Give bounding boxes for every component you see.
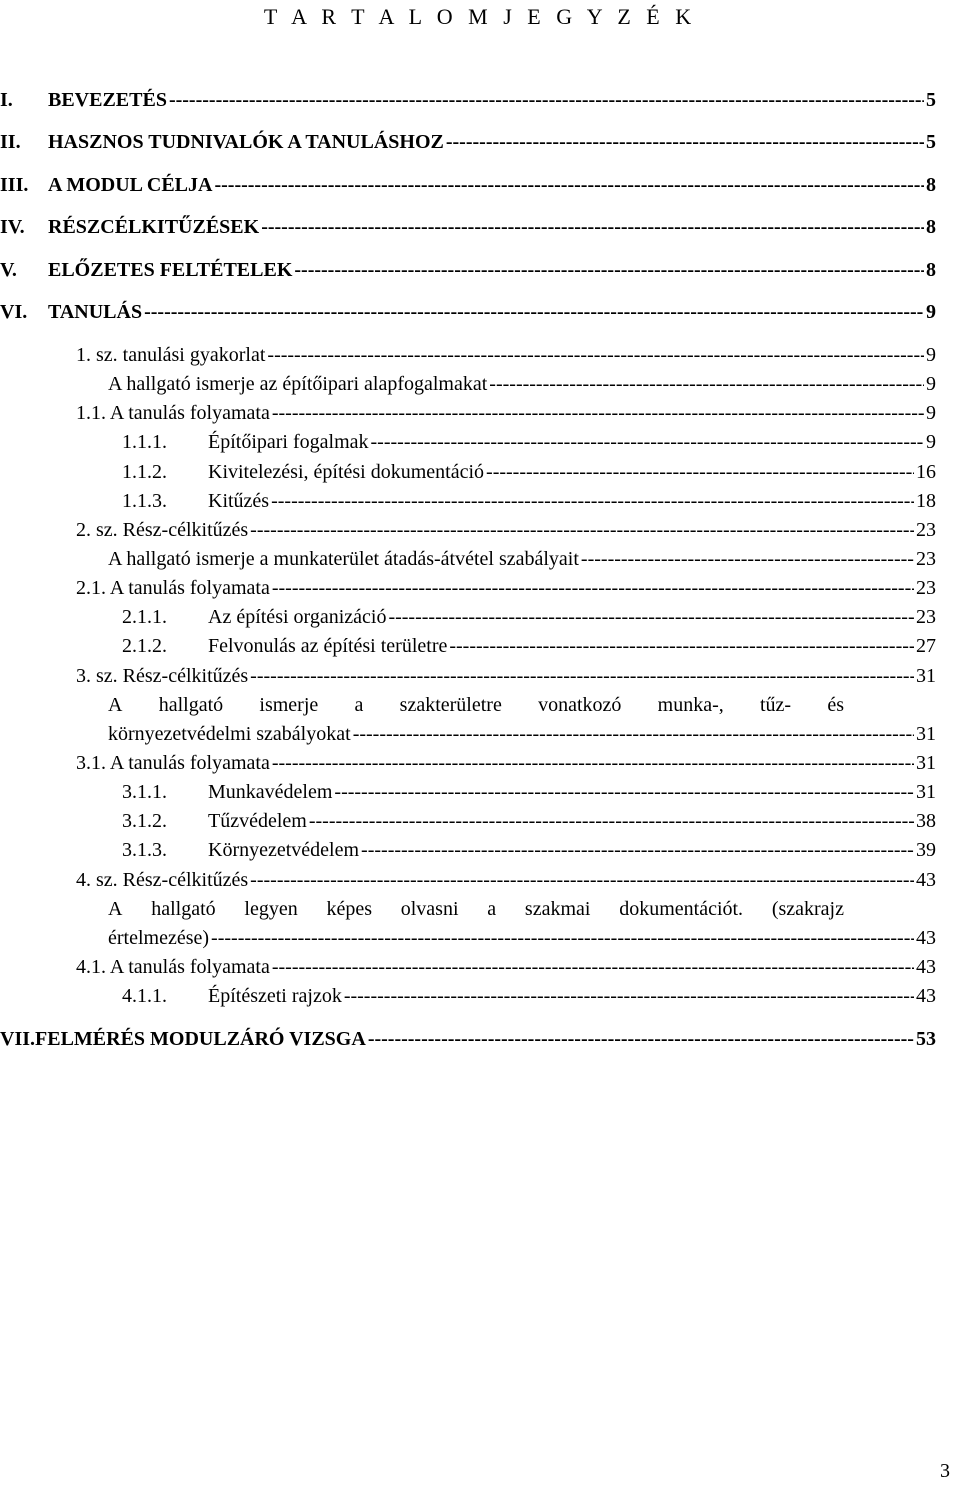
toc-entry-major[interactable]	[0, 1025, 936, 1053]
toc-entry-number: 3.1.2.	[122, 810, 167, 832]
toc-entry[interactable]	[76, 516, 936, 544]
toc-entry-wrapped-line[interactable]	[108, 691, 844, 719]
toc-entry-page: 31	[916, 665, 936, 687]
toc-entry[interactable]	[122, 487, 936, 515]
dot-leader	[211, 924, 914, 952]
toc-entry-page: 38	[916, 810, 936, 832]
dot-leader	[272, 574, 914, 602]
toc-entry-label: BEVEZETÉS	[48, 89, 167, 111]
dot-leader	[344, 982, 914, 1010]
toc-entry-wrapped-line[interactable]	[108, 895, 844, 923]
word: szakmai	[524, 898, 591, 920]
toc-entry-page: 16	[916, 461, 936, 483]
toc-entry-number: 1.1.3.	[122, 490, 167, 512]
toc-entry-label: Az építési organizáció	[208, 606, 387, 628]
toc-entry-page: 43	[916, 927, 936, 949]
toc-entry[interactable]	[108, 370, 936, 398]
word: és	[827, 694, 844, 716]
toc-entry-page: 9	[926, 431, 936, 453]
toc-entry-page: 39	[916, 839, 936, 861]
toc-entry-page: 9	[926, 301, 936, 323]
toc-entry-label: Építőipari fogalmak	[208, 431, 369, 453]
toc-entry-major[interactable]	[0, 213, 936, 241]
toc-entry-label: A MODUL CÉLJA	[48, 174, 213, 196]
toc-entry-page: 23	[916, 548, 936, 570]
toc-entry-major[interactable]	[0, 256, 936, 284]
word: szakterületre	[399, 694, 502, 716]
toc-entry-label: A hallgató ismerje a munkaterület átadás-átvétel szabályait	[108, 548, 579, 570]
dot-leader	[144, 298, 924, 326]
toc-entry-label: HASZNOS TUDNIVALÓK A TANULÁSHOZ	[48, 131, 444, 153]
toc-entry-page: 23	[916, 519, 936, 541]
dot-leader	[581, 545, 914, 573]
word: munka-,	[657, 694, 724, 716]
dot-leader	[489, 370, 924, 398]
toc-entry[interactable]	[76, 341, 936, 369]
dot-leader	[271, 487, 914, 515]
toc-entry-page: 31	[916, 723, 936, 745]
dot-leader	[261, 213, 924, 241]
toc-entry-number: II.	[0, 131, 21, 153]
word: A	[108, 694, 123, 716]
toc-entry-page: 8	[926, 216, 936, 238]
toc-entry-label: 3.1. A tanulás folyamata	[76, 752, 270, 774]
toc-entry-page: 43	[916, 956, 936, 978]
toc-entry[interactable]	[122, 807, 936, 835]
toc-entry-page: 31	[916, 781, 936, 803]
toc-entry[interactable]	[76, 953, 936, 981]
toc-entry[interactable]	[122, 836, 936, 864]
toc-entry[interactable]	[76, 662, 936, 690]
toc-entry-number: 1.1.1.	[122, 431, 167, 453]
toc-entry-page: 27	[916, 635, 936, 657]
toc-entry-page: 5	[926, 89, 936, 111]
dot-leader	[449, 632, 914, 660]
dot-leader	[353, 720, 914, 748]
toc-entry-page: 53	[916, 1028, 936, 1050]
toc-entry-page: 43	[916, 985, 936, 1007]
dot-leader	[388, 603, 914, 631]
toc-entry-label: Építészeti rajzok	[208, 985, 342, 1007]
toc-entry-label: 4.1. A tanulás folyamata	[76, 956, 270, 978]
word: A	[108, 898, 123, 920]
toc-entry-number: 2.1.1.	[122, 606, 167, 628]
word: vonatkozó	[538, 694, 622, 716]
dot-leader	[486, 458, 914, 486]
toc-entry-number: 2.1.2.	[122, 635, 167, 657]
toc-entry-label: 2. sz. Rész-célkitűzés	[76, 519, 249, 541]
word: ismerje	[259, 694, 319, 716]
word: dokumentációt.	[619, 898, 744, 920]
toc-entry-label: 3. sz. Rész-célkitűzés	[76, 665, 249, 687]
toc-entry-major[interactable]	[0, 171, 936, 199]
toc-entry-page: 9	[926, 402, 936, 424]
dot-leader	[368, 1025, 914, 1053]
toc-entry-number: IV.	[0, 216, 25, 238]
toc-entry[interactable]	[122, 458, 936, 486]
toc-entry-number: III.	[0, 174, 29, 196]
toc-entry-number: 3.1.3.	[122, 839, 167, 861]
page-title: T A R T A L O M J E G Y Z É K	[263, 4, 697, 29]
toc-entry-label: Kitűzés	[208, 490, 270, 512]
toc-entry-label: Felvonulás az építési területre	[208, 635, 448, 657]
dot-leader	[334, 778, 914, 806]
toc-entry-label: FELMÉRÉS MODULZÁRÓ VIZSGA	[35, 1028, 366, 1050]
word: tűz-	[759, 694, 792, 716]
toc-entry-page: 18	[916, 490, 936, 512]
toc-entry-page: 31	[916, 752, 936, 774]
word: (szakrajz	[771, 898, 844, 920]
toc-entry-label: értelmezése)	[108, 927, 210, 949]
toc-entry[interactable]	[122, 778, 936, 806]
toc-entry-page: 8	[926, 174, 936, 196]
toc-entry-major[interactable]	[0, 86, 936, 114]
toc-entry-label: A hallgató ismerje az építőipari alapfogalmakat	[108, 373, 488, 395]
page-number: 3	[940, 1460, 950, 1482]
word: a	[487, 898, 497, 920]
toc-entry-label: ELŐZETES FELTÉTELEK	[48, 259, 293, 281]
toc-entry-major[interactable]	[0, 298, 936, 326]
dot-leader	[214, 171, 924, 199]
toc-entry[interactable]	[76, 399, 936, 427]
toc-entry-label: Környezetvédelem	[208, 839, 360, 861]
toc-entry[interactable]	[108, 545, 936, 573]
word: képes	[326, 898, 372, 920]
dot-leader	[371, 428, 924, 456]
toc-entry-label: 4. sz. Rész-célkitűzés	[76, 869, 249, 891]
word: hallgató	[158, 694, 224, 716]
dot-leader	[250, 866, 914, 894]
toc-entry-label: környezetvédelmi szabályokat	[108, 723, 351, 745]
toc-entry-label: Munkavédelem	[208, 781, 333, 803]
toc-entry-number: 3.1.1.	[122, 781, 167, 803]
toc-entry-number: I.	[0, 89, 13, 111]
toc-entry-page: 5	[926, 131, 936, 153]
toc-entry[interactable]	[122, 632, 936, 660]
toc-entry[interactable]	[76, 749, 936, 777]
dot-leader	[272, 399, 924, 427]
toc-entry-label: 2.1. A tanulás folyamata	[76, 577, 270, 599]
toc-entry-label: RÉSZCÉLKITŰZÉSEK	[48, 216, 260, 238]
toc-entry-number: VII.	[0, 1028, 36, 1050]
toc-entry-label: Kivitelezési, építési dokumentáció	[208, 461, 485, 483]
toc-entry-page: 23	[916, 577, 936, 599]
toc-entry-label: 1.1. A tanulás folyamata	[76, 402, 270, 424]
toc-entry-number: VI.	[0, 301, 28, 323]
toc-entry-page: 8	[926, 259, 936, 281]
dot-leader	[272, 953, 914, 981]
toc-entry-label: TANULÁS	[48, 301, 143, 323]
toc-entry-page: 23	[916, 606, 936, 628]
dot-leader	[169, 86, 924, 114]
word: olvasni	[400, 898, 459, 920]
word: legyen	[244, 898, 298, 920]
toc-entry[interactable]	[122, 428, 936, 456]
toc-entry[interactable]	[122, 603, 936, 631]
dot-leader	[361, 836, 914, 864]
toc-entry-page: 9	[926, 344, 936, 366]
toc-entry-page: 9	[926, 373, 936, 395]
dot-leader	[294, 256, 924, 284]
toc-entry-major[interactable]	[0, 128, 936, 156]
word: hallgató	[151, 898, 216, 920]
dot-leader	[267, 341, 924, 369]
toc-entry[interactable]	[122, 982, 936, 1010]
toc-entry-number: V.	[0, 259, 17, 281]
toc-entry[interactable]	[76, 866, 936, 894]
toc-entry-label: Tűzvédelem	[208, 810, 307, 832]
word: a	[354, 694, 364, 716]
toc-entry-number: 1.1.2.	[122, 461, 167, 483]
dot-leader	[446, 128, 924, 156]
toc-entry-number: 4.1.1.	[122, 985, 167, 1007]
dot-leader	[309, 807, 914, 835]
toc-entry[interactable]	[108, 924, 936, 952]
toc-entry-page: 43	[916, 869, 936, 891]
dot-leader	[272, 749, 914, 777]
dot-leader	[250, 662, 914, 690]
toc-entry[interactable]	[76, 574, 936, 602]
dot-leader	[250, 516, 914, 544]
toc-entry[interactable]	[108, 720, 936, 748]
toc-entry-label: 1. sz. tanulási gyakorlat	[76, 344, 266, 366]
